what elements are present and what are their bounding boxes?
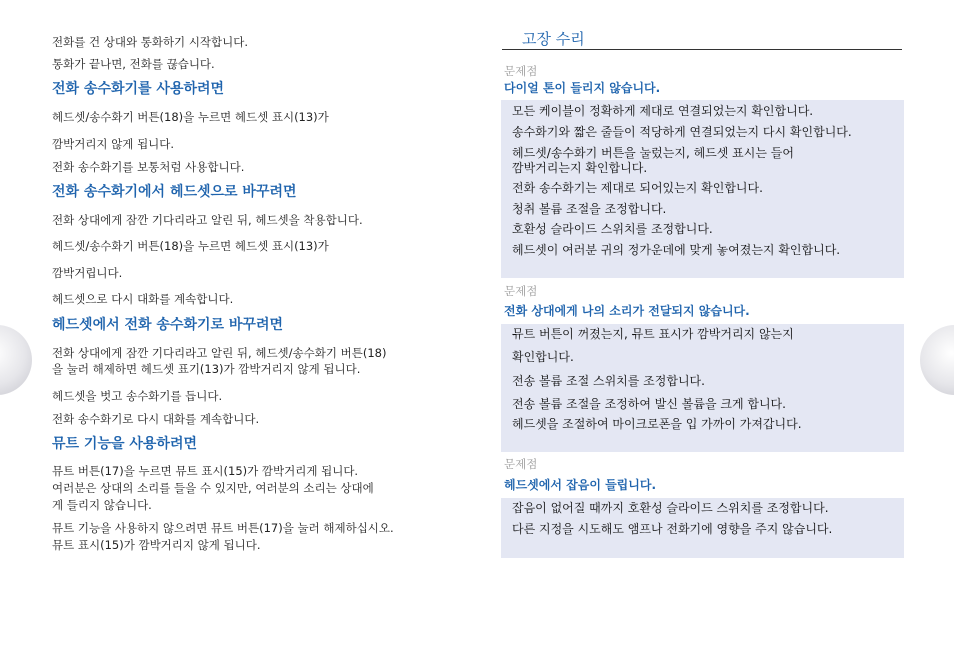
section-heading: 뮤트 기능을 사용하려면 <box>52 436 197 452</box>
problem-label: 문제점 <box>504 284 538 298</box>
solution-item: 전송 볼륨 조절을 조정하여 발신 볼륨을 크게 합니다. <box>512 397 786 411</box>
solution-item: 헤드셋/송수화기 버튼을 눌렀는지, 헤드셋 표시는 들어 <box>512 146 794 160</box>
section-line: 뮤트 버튼(17)을 누르면 뮤트 표시(15)가 깜박거리게 됩니다. <box>52 464 359 478</box>
troubleshooting-title: 고장 수리 <box>522 30 585 48</box>
section-line: 여러분은 상대의 소리를 들을 수 있지만, 여러분의 소리는 상대에 <box>52 481 374 495</box>
intro-line: 전화를 건 상대와 통화하기 시작합니다. <box>52 35 249 49</box>
title-rule <box>502 49 902 50</box>
section-line: 을 눌러 해제하면 헤드셋 표기(13)가 깜박거리지 않게 됩니다. <box>52 362 361 376</box>
solution-item: 확인합니다. <box>512 350 574 364</box>
section-line: 헤드셋/송수화기 버튼(18)을 누르면 헤드셋 표시(13)가 <box>52 110 329 124</box>
solution-item: 헤드셋을 조절하여 마이크로폰을 입 가까이 가져갑니다. <box>512 417 802 431</box>
problem-title: 헤드셋에서 잡음이 들립니다. <box>504 478 657 492</box>
section-line: 전화 상대에게 잠깐 기다리라고 알린 뒤, 헤드셋을 착용합니다. <box>52 213 363 227</box>
problem-label: 문제점 <box>504 457 538 471</box>
problem-title: 전화 상대에게 나의 소리가 전달되지 않습니다. <box>504 304 750 318</box>
solution-item: 헤드셋이 여러분 귀의 정가운데에 맞게 놓여졌는지 확인합니다. <box>512 243 841 257</box>
solution-item: 전화 송수화기는 제대로 되어있는지 확인합니다. <box>512 181 763 195</box>
solution-item: 호환성 슬라이드 스위치를 조정합니다. <box>512 222 713 236</box>
solution-item: 잡음이 없어질 때까지 호환성 슬라이드 스위치를 조정합니다. <box>512 501 829 515</box>
section-line: 뮤트 표시(15)가 깜박거리지 않게 됩니다. <box>52 538 261 552</box>
solution-item: 다른 지정을 시도해도 앰프나 전화기에 영향을 주지 않습니다. <box>512 522 833 536</box>
solution-item: 깜박거리는지 확인합니다. <box>512 161 648 175</box>
solution-item: 청취 볼륨 조절을 조정합니다. <box>512 202 667 216</box>
section-line: 전화 송수화기로 다시 대화를 계속합니다. <box>52 412 260 426</box>
section-line: 전화 상대에게 잠깐 기다리라고 알린 뒤, 헤드셋/송수화기 버튼(18) <box>52 346 387 360</box>
section-line: 헤드셋으로 다시 대화를 계속합니다. <box>52 292 234 306</box>
solution-item: 송수화기와 짧은 줄들이 적당하게 연결되었는지 다시 확인합니다. <box>512 125 852 139</box>
section-line: 게 들리지 않습니다. <box>52 498 152 512</box>
section-line: 전화 송수화기를 보통처럼 사용합니다. <box>52 160 245 174</box>
intro-line: 통화가 끝나면, 전화를 끊습니다. <box>52 57 215 71</box>
left-page-tab <box>0 325 32 395</box>
problem-label: 문제점 <box>504 64 538 78</box>
section-line: 헤드셋을 벗고 송수화기를 듭니다. <box>52 389 223 403</box>
problem-title: 다이얼 톤이 들리지 않습니다. <box>504 81 661 95</box>
solution-item: 뮤트 버튼이 꺼졌는지, 뮤트 표시가 깜박거리지 않는지 <box>512 327 794 341</box>
solution-item: 전송 볼륨 조절 스위치를 조정합니다. <box>512 374 705 388</box>
section-line: 깜박거립니다. <box>52 266 123 280</box>
problem-solutions-box <box>501 324 904 452</box>
section-heading: 전화 송수화기에서 헤드셋으로 바꾸려면 <box>52 184 297 200</box>
right-page-tab <box>920 325 954 395</box>
section-heading: 전화 송수화기를 사용하려면 <box>52 81 225 97</box>
section-line: 깜박거리지 않게 됩니다. <box>52 137 175 151</box>
section-line: 헤드셋/송수화기 버튼(18)을 누르면 헤드셋 표시(13)가 <box>52 239 329 253</box>
section-line: 뮤트 기능을 사용하지 않으려면 뮤트 버튼(17)을 눌러 해제하십시오. <box>52 521 394 535</box>
solution-item: 모든 케이블이 정확하게 제대로 연결되었는지 확인합니다. <box>512 104 814 118</box>
section-heading: 헤드셋에서 전화 송수화기로 바꾸려면 <box>52 317 284 333</box>
